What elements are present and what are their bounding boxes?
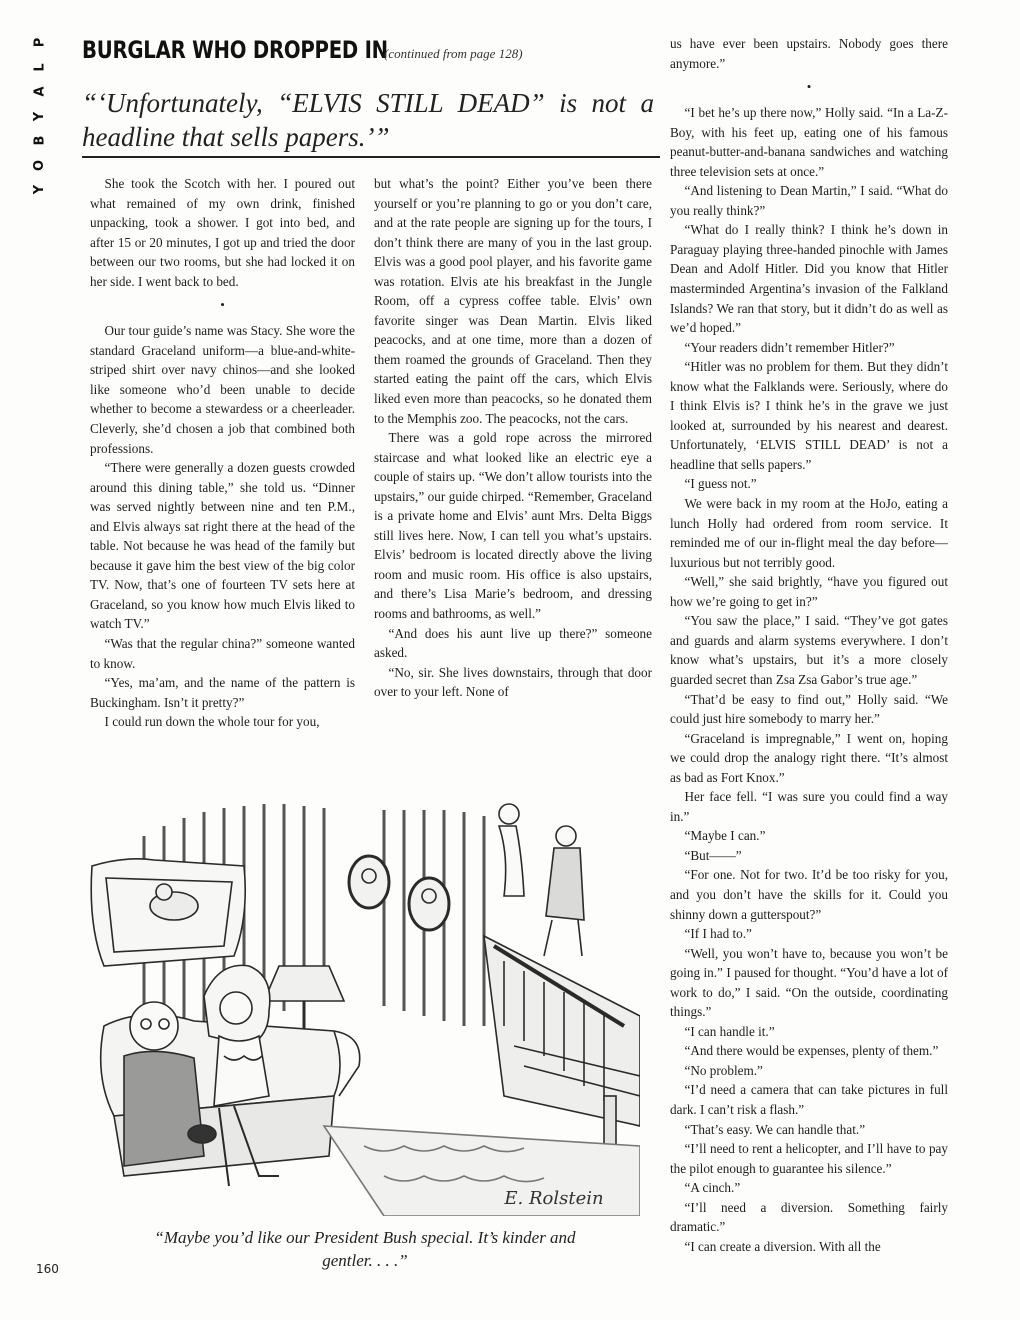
- paragraph: “If I had to.”: [684, 926, 752, 942]
- paragraph: “I can create a diversion. With all the: [684, 1238, 881, 1254]
- masthead-letter: Y: [32, 111, 48, 121]
- paragraph: “Graceland is impregnable,” I went on, hoping we could drop the analogy right there. “It’s almost as bad as Fort Knox.”: [670, 730, 948, 785]
- article-headline: BURGLAR WHO DROPPED IN: [82, 36, 388, 64]
- paragraph: There was a gold rope across the mirrored staircase and what looked like an electric eye a couple of stairs up. “We don’t allow tourists into the upstairs,” our guide chirped. “Remember, Graceland is a private home and Elvis’ aunt Mrs. Delta Biggs still lives here. Now, I can tell you what’s upstairs. Elvis’ bedroom is located directly above the living room and music room. His office is also upstairs, and there’s Lisa Marie’s bedroom, and dressing rooms and bathrooms, as well.”: [374, 430, 652, 622]
- cartoonist-signature: E. Rolstein: [504, 1188, 604, 1209]
- paragraph: “That’d be easy to find out,” Holly said. “We could just hire somebody to marry her.”: [670, 691, 948, 727]
- paragraph: “I’d need a camera that can take pictures in full dark. I can’t risk a flash.”: [670, 1082, 948, 1117]
- paragraph: “I’ll need a diversion. Something fairly dramatic.”: [670, 1199, 948, 1235]
- paragraph: “I guess not.”: [684, 476, 757, 492]
- text-column-2: [374, 174, 652, 702]
- paragraph: “And there would be expenses, plenty of them.”: [684, 1043, 939, 1059]
- paragraph: “Well, you won’t have to, because you won’t be going in.” I paused for thought. “You’d have a lot of work to do,” I said. “On the outside, coordinating things.”: [670, 945, 948, 1020]
- cartoon-illustration: [84, 796, 640, 1216]
- wall-painting: [91, 859, 245, 966]
- couple-on-stairs: [499, 804, 584, 956]
- masthead-letter: O: [32, 159, 48, 171]
- paragraph: “That’s easy. We can handle that.”: [684, 1121, 866, 1137]
- paragraph: “Your readers didn’t remember Hitler?”: [684, 339, 895, 355]
- paragraph: “Well,” she said brightly, “have you figured out how we’re going to get in?”: [670, 574, 948, 609]
- paragraph: “But——”: [684, 847, 742, 863]
- masthead-letter: L: [32, 62, 48, 72]
- section-bullet: •: [220, 297, 225, 313]
- paragraph: “Hitler was no problem for them. But they didn’t know what the Falklands were. Seriously, where do I think Elvis is? I think he’s in the grave we just looked at, surrounded by his nearest and dearest. Unfortunately, ‘ELVIS STILL DEAD’ is not a headline that sells papers.”: [670, 359, 948, 472]
- masthead-letter: A: [32, 86, 48, 97]
- magazine-name-vertical: [28, 36, 52, 196]
- paragraph: “No problem.”: [684, 1062, 763, 1078]
- text-column-3: [670, 34, 948, 1256]
- pull-quote: “‘Unfortunately, “ELVIS STILL DEAD” is not a headline that sells papers.’”: [82, 88, 654, 152]
- continued-note: (continued from page 128): [384, 46, 523, 61]
- section-bullet: •: [806, 79, 812, 95]
- paragraph: We were back in my room at the HoJo, eating a lunch Holly had ordered from room service. It reminded me of our in-flight meal the day before—luxurious but not terribly good.: [670, 496, 948, 570]
- paragraph: “There were generally a dozen guests crowded around this dining table,” she told us. “Dinner was served nightly between nine and ten P.M., and Elvis always sat right there at the head of the table. Not because he was head of the family but because it gave him the best view of the big color TV. Now, that’s one of fourteen TV sets here at Graceland, so you know how much Elvis liked to watch TV.”: [90, 460, 355, 632]
- paragraph: She took the Scotch with her. I poured out what remained of my own drink, finished unpacking, took a shower. I got into bed, and after 15 or 20 minutes, I got up and tried the door between our two rooms, but she had locked it on her side. I went back to bed.: [90, 176, 355, 289]
- paragraph: “No, sir. She lives downstairs, through that door over to your left. None of: [374, 664, 652, 700]
- paragraph: Our tour guide’s name was Stacy. She wore the standard Graceland uniform—a blue-and-white-striped shirt over navy chinos—and she looked like someone who’d been unable to decide whether to become a stewardess or a cheerleader. Cleverly, she’d chosen a job that combined both professions.: [90, 323, 355, 456]
- paragraph: “Maybe I can.”: [684, 828, 766, 844]
- paragraph: “I’ll need to rent a helicopter, and I’ll have to pay the pilot enough to guarantee his silence.”: [670, 1141, 948, 1176]
- masthead-letter: B: [32, 135, 48, 146]
- paragraph: “For one. Not for two. It’d be too risky for you, and you don’t have the skills for it. Could you shinny down a gutterspout?”: [670, 867, 948, 922]
- paragraph: “Was that the regular china?” someone wanted to know.: [90, 636, 355, 671]
- paragraph: but what’s the point? Either you’ve been there yourself or you’re planning to go or you don’t care, and at the rate people are signing up for the tours, I don’t think there are many of you in the last group. Elvis was a good pool player, and his favorite game was rotation. Elvis ate his breakfast in the Jungle Room, off a cypress coffee table. Elvis’ own favorite singer was Dean Martin. Elvis liked peacocks, and at one time, more than a dozen of them roamed the grounds of Graceland. Then they started eating the paint off the cars, which Elvis liked even more than peacocks, so he donated them to the Memphis zoo. The peacocks, not the cars.: [374, 176, 652, 426]
- masthead-letter: Y: [32, 184, 48, 195]
- paragraph: “What do I really think? I think he’s down in Paraguay playing three-handed pinochle with James Dean and Adolf Hitler. Did you know that Hitler masterminded Argentina’s invasion of the Falkland Islands? We ran that story, but it didn’t do as well as we’d hoped.”: [670, 222, 948, 336]
- paragraph: “And does his aunt live up there?” someone asked.: [374, 625, 652, 661]
- oval-portraits: [349, 856, 449, 930]
- page-number: 160: [36, 1262, 59, 1276]
- staircase: [484, 936, 640, 1146]
- paragraph: Her face fell. “I was sure you could find a way in.”: [670, 789, 948, 824]
- header-rule: [82, 156, 660, 158]
- paragraph: I could run down the whole tour for you,: [104, 714, 320, 730]
- paragraph: “A cinch.”: [684, 1180, 741, 1196]
- paragraph: “I bet he’s up there now,” Holly said. “In a La-Z-Boy, with his feet up, eating one of his famous peanut-butter-and-banana sandwiches and watching three television sets at once.”: [670, 105, 948, 179]
- paragraph: “I can handle it.”: [684, 1023, 775, 1039]
- text-column-1: [90, 174, 355, 732]
- paragraph: us have ever been upstairs. Nobody goes there anymore.”: [670, 36, 948, 71]
- paragraph: “You saw the place,” I said. “They’ve got gates and guards and alarm systems everywhere. I don’t know what’s upstairs, but it’s a more closely guarded secret than Zsa Zsa Gabor’s true age.”: [670, 613, 948, 687]
- paragraph: “And listening to Dean Martin,” I said. “What do you really think?”: [670, 183, 948, 218]
- cartoon-caption: “Maybe you’d like our President Bush special. It’s kinder and gentler. . . .”: [154, 1228, 576, 1270]
- paragraph: “Yes, ma’am, and the name of the pattern is Buckingham. Isn’t it pretty?”: [90, 675, 355, 710]
- masthead-letter: P: [32, 37, 48, 48]
